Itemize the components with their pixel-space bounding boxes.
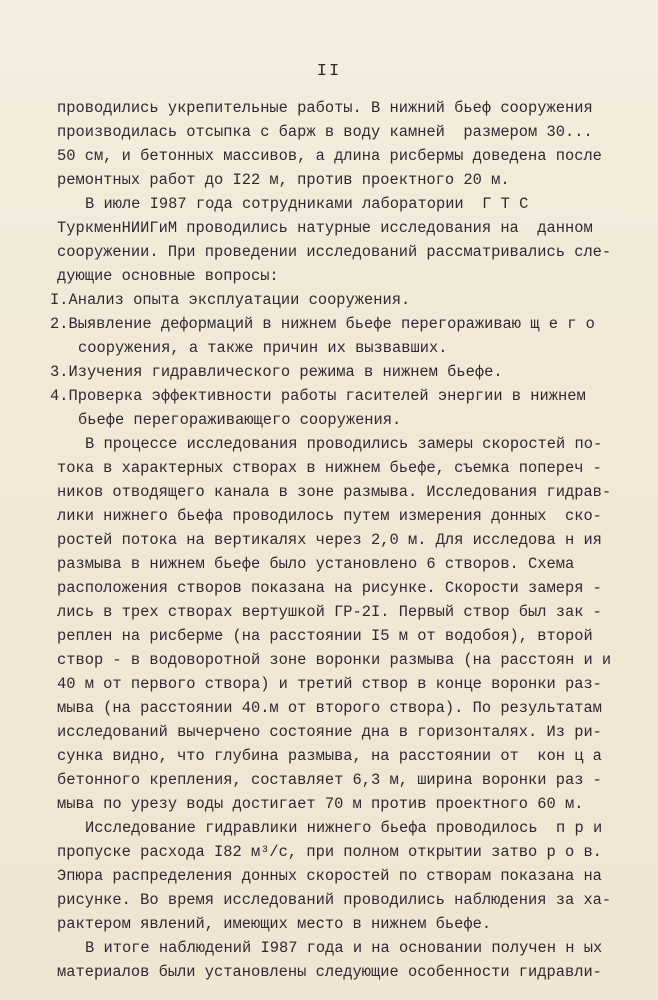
- text-line: материалов были установлены следующие особенности гидравли-: [57, 963, 602, 981]
- text-line: В процессе исследования проводились замеры скоростей по-: [85, 435, 603, 453]
- text-line: расположения створов показана на рисунке. Скорости замеря -: [57, 579, 602, 597]
- text-line: Эпюра распределения донных скоростей по створам показана на: [57, 867, 602, 885]
- text-line: лись в трех створах вертушкой ГР-2I. Первый створ был зак -: [57, 603, 602, 621]
- text-line: В июле I987 года сотрудниками лаборатории Г Т С: [85, 195, 529, 213]
- text-line: дующие основные вопросы:: [57, 267, 279, 285]
- text-line: В итоге наблюдений I987 года и на основании получен н ых: [85, 939, 603, 957]
- text-line: бетонного крепления, составляет 6,3 м, ширина воронки раз -: [57, 771, 602, 789]
- list-item: 3.Изучения гидравлического режима в нижнем бьефе.: [50, 363, 503, 381]
- list-item: I.Анализ опыта эксплуатации сооружения.: [50, 291, 411, 309]
- text-line: ТуркменНИИГиМ проводились натурные исследования на данном: [57, 219, 593, 237]
- list-item: 4.Проверка эффективности работы гасителей энергии в нижнем: [50, 387, 586, 405]
- text-line: ников отводящего канала в зоне размыва. Исследования гидрав-: [57, 483, 612, 501]
- page-number: II: [316, 62, 342, 81]
- text-line: сунка видно, что глубина размыва, на расстоянии от кон ц а: [57, 747, 602, 765]
- text-line: мыва (на расстоянии 40.м от второго створа). По результатам: [57, 699, 602, 717]
- text-line: проводились укрепительные работы. В нижний бьеф сооружения: [57, 99, 593, 117]
- list-item-continuation: сооружения, а также причин их вызвавших.: [78, 339, 448, 357]
- text-line: рактером явлений, имеющих место в нижнем бьефе.: [57, 915, 492, 933]
- text-line: Исследование гидравлики нижнего бьефа проводилось п р и: [85, 819, 603, 837]
- text-line: размыва в нижнем бьефе было установлено 6 створов. Схема: [57, 555, 575, 573]
- text-line: производилась отсыпка с барж в воду камней размером 30...: [57, 123, 593, 141]
- text-line: исследований вычерчено состояние дна в горизонталях. Из ри-: [57, 723, 602, 741]
- text-line: реплен на рисберме (на расстоянии I5 м от водобоя), второй: [57, 627, 593, 645]
- text-line: створ - в водоворотной зоне воронки размыва (на расстоян и и: [57, 651, 612, 669]
- text-line: 40 м от первого створа) и третий створ в конце воронки раз-: [57, 675, 602, 693]
- text-line: мыва по урезу воды достигает 70 м против проектного 60 м.: [57, 795, 584, 813]
- text-line: рисунке. Во время исследований проводились наблюдения за ха-: [57, 891, 612, 909]
- text-line: 50 см, и бетонных массивов, а длина рисбермы доведена после: [57, 147, 602, 165]
- list-item: 2.Выявление деформаций в нижнем бьефе перегораживаю щ е г о: [50, 315, 595, 333]
- text-line: пропуске расхода I82 м³/с, при полном открытии затво р о в.: [57, 843, 602, 861]
- text-line: тока в характерных створах в нижнем бьефе, съемка попереч -: [57, 459, 602, 477]
- text-line: ростей потока на вертикалях через 2,0 м. Для исследова н ия: [57, 531, 602, 549]
- text-line: сооружении. При проведении исследований рассматривались сле-: [57, 243, 612, 261]
- text-line: ремонтных работ до I22 м, против проектного 20 м.: [57, 171, 510, 189]
- list-item-continuation: бьефе перегораживающего сооружения.: [78, 411, 402, 429]
- text-line: лики нижнего бьефа проводилось путем измерения донных ско-: [57, 507, 602, 525]
